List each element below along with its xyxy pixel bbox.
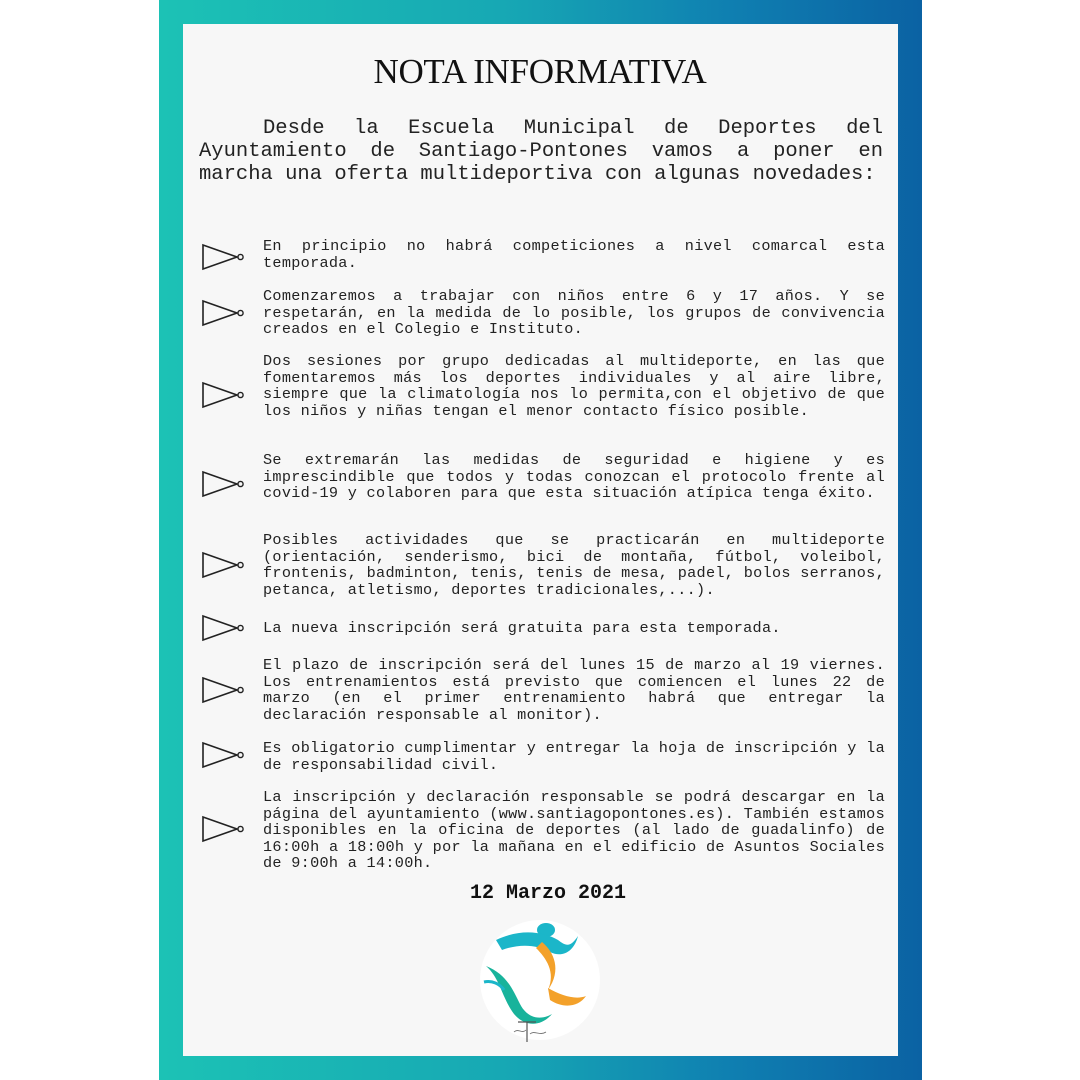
list-item-text: Posibles actividades que se practicarán en multideporte (orientación, senderismo, bici de montaña, fútbol, voleibol, frontenis, badminton, tenis, tenis de mesa, padel, bolos serranos, petanca, atletismo, deportes tradicionales,...). (263, 531, 885, 599)
list-item-text: La nueva inscripción será gratuita para esta temporada. (263, 619, 781, 637)
triangle-arrow-icon (201, 551, 245, 579)
page-title: NOTA INFORMATIVA (373, 52, 707, 91)
triangle-arrow-icon (201, 243, 245, 271)
list-item-text: El plazo de inscripción será del lunes 15 de marzo al 19 viernes. Los entrenamientos está previsto que comiencen el lunes 22 de marzo (en el primer entrenamiento habrá que entregar la declaración responsable al monitor). (263, 656, 885, 724)
triangle-arrow-icon (201, 741, 245, 769)
runner-logo (466, 918, 612, 1044)
list-item-text: Dos sesiones por grupo dedicadas al multideporte, en las que fomentaremos más los deportes individuales y al aire libre, siempre que la climatología nos lo permita,con el objetivo de que los niños y niñas tengan el menor contacto físico posible. (263, 352, 885, 420)
triangle-arrow-icon (201, 815, 245, 843)
intro-paragraph: Desde la Escuela Municipal de Deportes del Ayuntamiento de Santiago-Pontones vamos a poner en marcha una oferta multideportiva con algunas novedades: (199, 117, 883, 186)
triangle-arrow-icon (201, 381, 245, 409)
triangle-arrow-icon (201, 676, 245, 704)
list-item-text: Comenzaremos a trabajar con niños entre 6 y 17 años. Y se respetarán, en la medida de lo posible, los grupos de convivencia creados en el Colegio e Instituto. (263, 287, 885, 338)
list-item-text: En principio no habrá competiciones a nivel comarcal esta temporada. (263, 237, 885, 272)
list-item-text: La inscripción y declaración responsable se podrá descargar en la página del ayuntamiento (www.santiagopontones.es). También estamos disponibles en la oficina de deportes (al lado de guadalinfo) de 16:00h a 18:00h y por la mañana en el edificio de Asuntos Sociales de 9:00h a 14:00h. (263, 788, 885, 872)
triangle-arrow-icon (201, 614, 245, 642)
document-date: 12 Marzo 2021 (469, 882, 627, 905)
triangle-arrow-icon (201, 470, 245, 498)
list-item-text: Es obligatorio cumplimentar y entregar la hoja de inscripción y la de responsabilidad civil. (263, 739, 885, 774)
list-item-text: Se extremarán las medidas de seguridad e higiene y es imprescindible que todos y todas conozcan el protocolo frente al covid-19 y colaboren para que esta situación atípica tenga éxito. (263, 451, 885, 502)
triangle-arrow-icon (201, 299, 245, 327)
